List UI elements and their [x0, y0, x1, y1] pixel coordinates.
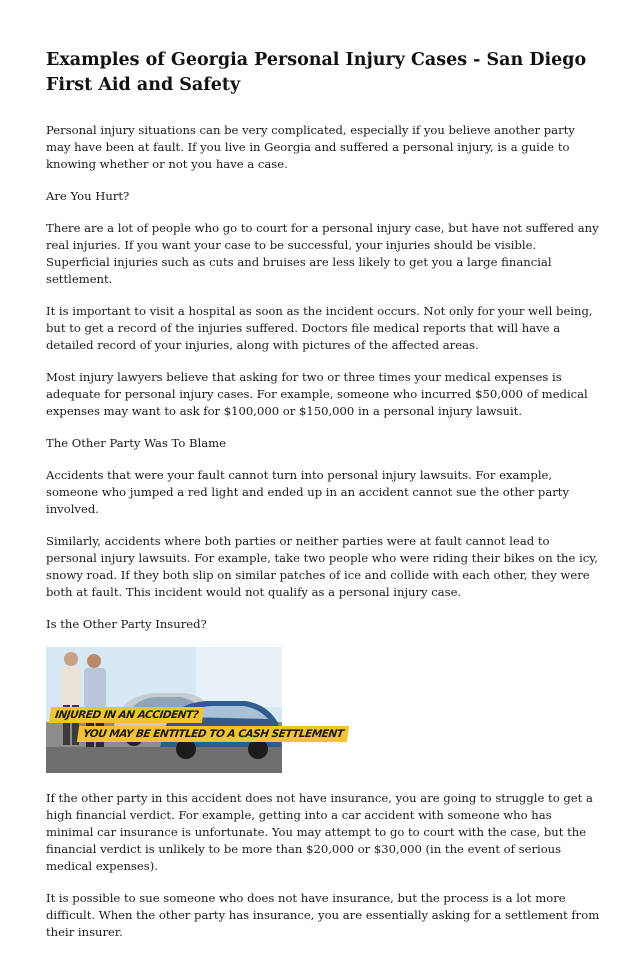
- paragraph: Most injury lawyers believe that asking for two or three times your medical expenses is adequate for personal injury cases. For example, someone who incurred $50,000 of medical expenses may want to ask for $100,000 or $150,000 in a personal injury lawsuit.: [46, 370, 588, 418]
- article-body: [46, 122, 602, 956]
- section-heading: Are You Hurt?: [46, 189, 130, 203]
- paragraph: There are a lot of people who go to court for a personal injury case, but have not suffered any real injuries. If you want your case to be successful, your injuries should be visible. Superficial injuries such as cuts and bruises are less likely to get you a large financial settlement.: [46, 221, 599, 286]
- paragraph: It is possible to sue someone who does not have insurance, but the process is a lot more difficult. When the other party has insurance, you are essentially asking for a settlement from their insurer.: [46, 891, 600, 939]
- banner-line-1: INJURED IN AN ACCIDENT?: [49, 707, 204, 723]
- paragraph: It is important to visit a hospital as soon as the incident occurs. Not only for your well being, but to get a record of the injuries suffered. Doctors file medical reports that will have a detailed record of your injuries, along with pictures of the affected areas.: [46, 304, 593, 352]
- section-heading: Is the Other Party Insured?: [46, 617, 207, 631]
- paragraph: If the other party in this accident does not have insurance, you are going to struggle to get a high financial verdict. For example, getting into a car accident with someone who has minimal car insurance is unfortunate. You may attempt to go to court with the case, but the financial verdict is unlikely to be more than $20,000 or $30,000 (in the event of serious medical expenses).: [46, 791, 593, 873]
- accident-photo: [46, 647, 345, 773]
- page-title: Examples of Georgia Personal Injury Cases - San Diego First Aid and Safety: [46, 50, 587, 95]
- section-heading: The Other Party Was To Blame: [46, 436, 227, 450]
- paragraph: Similarly, accidents where both parties or neither parties were at fault cannot lead to personal injury lawsuits. For example, take two people who were riding their bikes on the icy, snowy road. If they both slip on similar patches of ice and collide with each other, they were both at fault. This incident would not qualify as a personal injury case.: [46, 534, 598, 599]
- paragraph: Accidents that were your fault cannot turn into personal injury lawsuits. For example, someone who jumped a red light and ended up in an accident cannot sue the other party involved.: [46, 468, 570, 516]
- paragraph: Personal injury situations can be very complicated, especially if you believe another party may have been at fault. If you live in Georgia and suffered a personal injury, is a guide to knowing whether or not you have a case.: [46, 123, 575, 171]
- banner-line-2: YOU MAY BE ENTITLED TO A CASH SETTLEMENT: [77, 726, 350, 742]
